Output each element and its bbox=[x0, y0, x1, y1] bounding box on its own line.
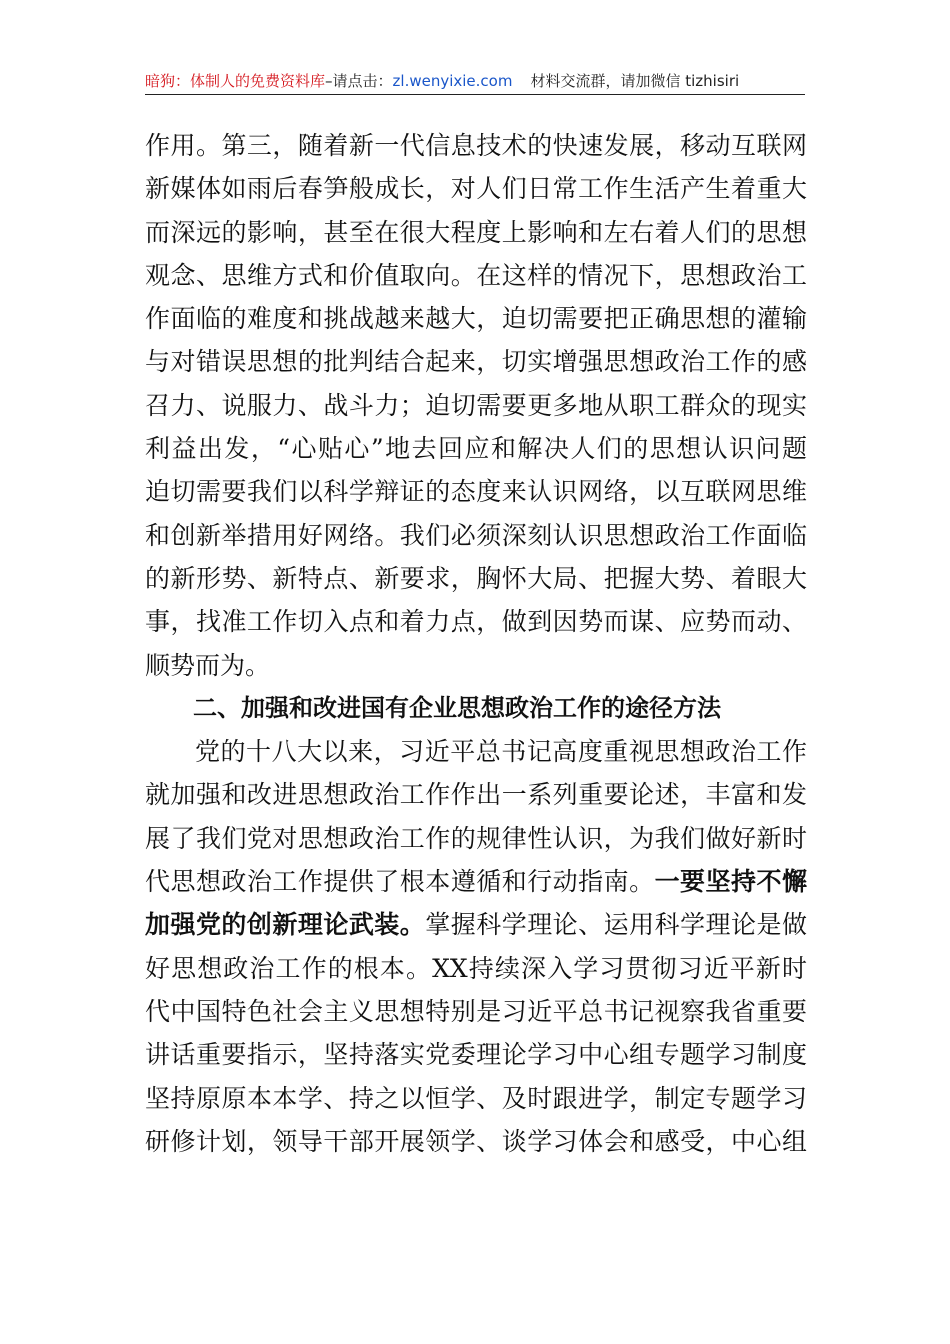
paragraph2-line: 好思想政治工作的根本。XX持续深入学习贯彻习近平新时 bbox=[145, 953, 807, 983]
paragraph1-line: 事，找准工作切入点和着力点，做到因势而谋、应势而动、 bbox=[145, 607, 807, 637]
header-brand: 暗狗：体制人的免费资料库 bbox=[145, 72, 326, 90]
document-body bbox=[145, 124, 807, 1163]
page-header bbox=[145, 68, 805, 95]
section-heading: 二、加强和改进国有企业思想政治工作的途径方法 bbox=[193, 693, 721, 722]
paragraph2-line bbox=[145, 903, 807, 946]
paragraph1-line: 作面临的难度和挑战越来越大，迫切需要把正确思想的灌输 bbox=[145, 304, 807, 334]
paragraph2-line: 讲话重要指示，坚持落实党委理论学习中心组专题学习制度 bbox=[145, 1040, 807, 1070]
paragraph2-line: 就加强和改进思想政治工作作出一系列重要论述，丰富和发 bbox=[145, 780, 807, 810]
paragraph1-line: 和创新举措用好网络。我们必须深刻认识思想政治工作面临 bbox=[145, 520, 807, 550]
emphasis-text: 加强党的创新理论武装。 bbox=[145, 910, 426, 940]
emphasis-text: 一要坚持不懈 bbox=[654, 867, 807, 897]
paragraph2-line: 代中国特色社会主义思想特别是习近平总书记视察我省重要 bbox=[145, 996, 807, 1026]
paragraph2-text: 代思想政治工作提供了根本遵循和行动指南。 bbox=[145, 867, 655, 897]
header-contact: 材料交流群，请加微信 tizhisiri bbox=[530, 72, 740, 90]
paragraph1-line: 作用。第三，随着新一代信息技术的快速发展，移动互联网 bbox=[145, 131, 807, 160]
paragraph2-line bbox=[145, 860, 807, 903]
paragraph1-line: 顺势而为。 bbox=[145, 650, 271, 680]
paragraph1-line: 新媒体如雨后春笋般成长，对人们日常工作生活产生着重大 bbox=[145, 174, 807, 204]
paragraph1-line: 召力、说服力、战斗力；迫切需要更多地从职工群众的现实 bbox=[145, 390, 807, 420]
paragraph1-line: 观念、思维方式和价值取向。在这样的情况下，思想政治工 bbox=[145, 260, 807, 290]
paragraph2-line: 展了我们党对思想政治工作的规律性认识，为我们做好新时 bbox=[145, 823, 807, 853]
paragraph2-line: 坚持原原本本学、持之以恒学、及时跟进学，制定专题学习 bbox=[145, 1083, 807, 1113]
paragraph1-line: 利益出发，“心贴心”地去回应和解决人们的思想认识问题 bbox=[145, 434, 807, 464]
header-url-link[interactable]: zl.wenyixie.com bbox=[392, 72, 513, 90]
paragraph1-line: 迫切需要我们以科学辩证的态度来认识网络，以互联网思维 bbox=[145, 477, 807, 507]
paragraph1-line: 的新形势、新特点、新要求，胸怀大局、把握大势、着眼大 bbox=[145, 563, 807, 593]
paragraph1-line: 与对错误思想的批判结合起来，切实增强思想政治工作的感 bbox=[145, 347, 807, 377]
paragraph2-line: 党的十八大以来，习近平总书记高度重视思想政治工作 bbox=[195, 737, 807, 767]
paragraph1-line: 而深远的影响，甚至在很大程度上影响和左右着人们的思想 bbox=[145, 217, 807, 247]
header-prompt: –请点击： bbox=[325, 72, 393, 90]
paragraph2-text: 掌握科学理论、运用科学理论是做 bbox=[425, 910, 807, 940]
paragraph2-line: 研修计划，领导干部开展领学、谈学习体会和感受，中心组 bbox=[145, 1126, 807, 1156]
